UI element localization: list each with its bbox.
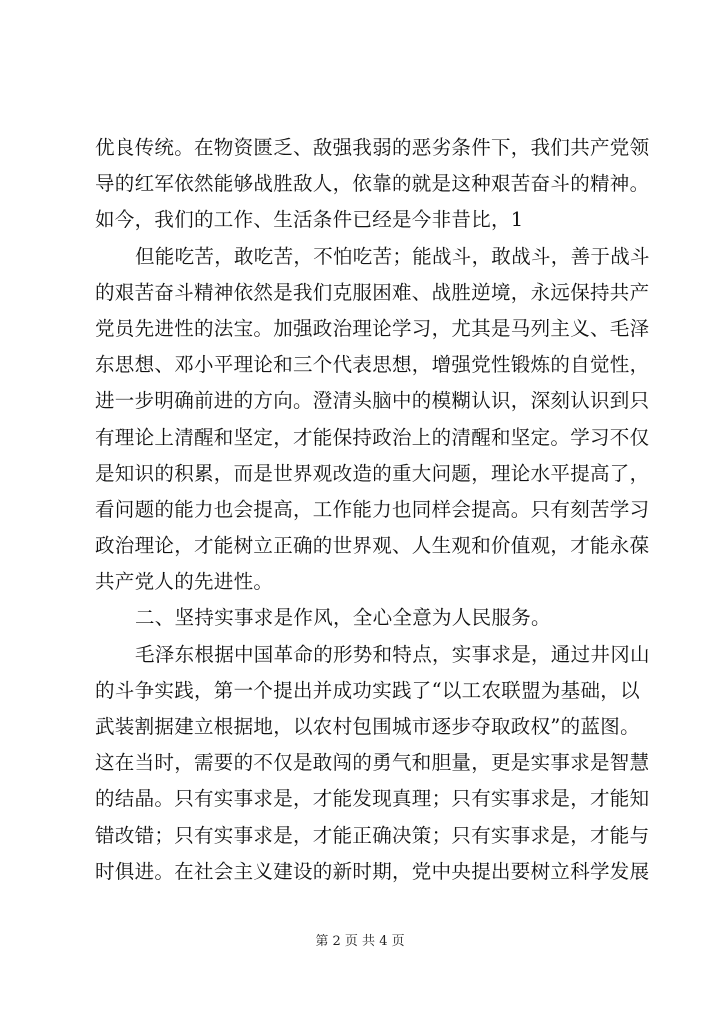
- text-line: 进一步明确前进的方向。澄清头脑中的模糊认识，深刻认识到只: [95, 389, 650, 413]
- text-line: 政治理论，才能树立正确的世界观、人生观和价值观，才能永葆: [95, 534, 650, 558]
- paragraph-start-line: 毛泽东根据中国革命的形势和特点，实事求是，通过井冈山: [135, 642, 650, 666]
- paragraph-start-line: 但能吃苦，敢吃苦，不怕吃苦；能战斗，敢战斗，善于战斗: [135, 244, 650, 268]
- text-line: 有理论上清醒和坚定，才能保持政治上的清醒和坚定。学习不仅: [95, 425, 650, 449]
- text-line: 导的红军依然能够战胜敌人，依靠的就是这种艰苦奋斗的精神。: [95, 172, 650, 196]
- text-line: 优良传统。在物资匮乏、敌强我弱的恶劣条件下，我们共产党领: [95, 136, 650, 159]
- text-line: 错改错；只有实事求是，才能正确决策；只有实事求是，才能与: [95, 823, 650, 847]
- text-line: 的艰苦奋斗精神依然是我们克服困难、战胜逆境，永远保持共产: [95, 280, 650, 304]
- text-line: 是知识的积累，而是世界观改造的重大问题，理论水平提高了，: [95, 461, 650, 485]
- text-line: 武装割据建立根据地，以农村包围城市逐步夺取政权”的蓝图。: [95, 715, 640, 738]
- page-number-footer: 第 2 页 共 4 页: [315, 934, 405, 949]
- text-line: 党员先进性的法宝。加强政治理论学习，尤其是马列主义、毛泽: [95, 316, 650, 340]
- text-line: 的结晶。只有实事求是，才能发现真理；只有实事求是，才能知: [95, 787, 650, 811]
- document-body: [95, 130, 665, 890]
- text-line: 这在当时，需要的不仅是敢闯的勇气和胆量，更是实事求是智慧: [95, 751, 650, 775]
- text-line: 的斗争实践，第一个提出并成功实践了“以工农联盟为基础，以: [95, 678, 640, 702]
- text-line: 共产党人的先进性。: [95, 570, 274, 594]
- section-heading: 二、坚持实事求是作风，全心全意为人民服务。: [135, 606, 551, 630]
- text-line: 如今，我们的工作、生活条件已经是今非昔比，1: [95, 208, 524, 232]
- text-line: 时俱进。在社会主义建设的新时期，党中央提出要树立科学发展: [95, 859, 650, 883]
- text-line: 东思想、邓小平理论和三个代表思想，增强党性锻炼的自觉性，: [95, 353, 650, 377]
- text-line: 看问题的能力也会提高，工作能力也同样会提高。只有刻苦学习: [95, 497, 650, 521]
